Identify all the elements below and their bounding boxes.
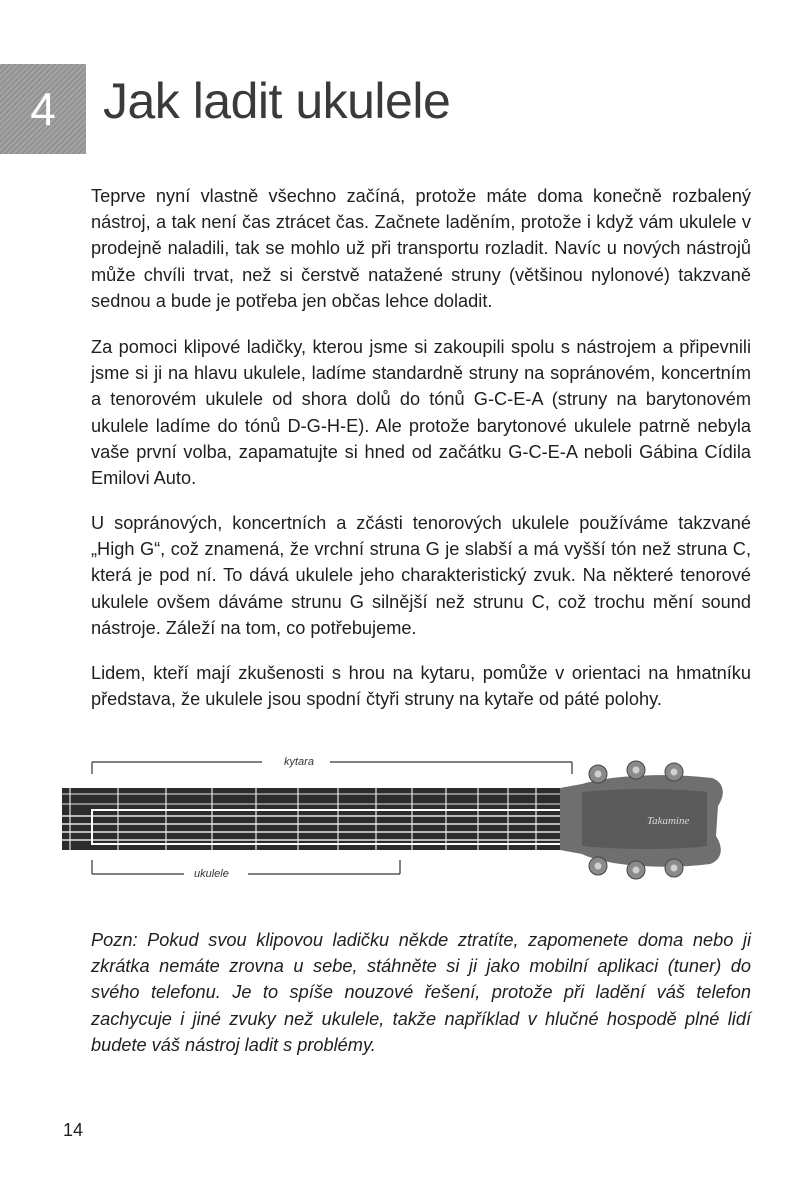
headstock [560,761,723,879]
brand-logo: Takamine [647,815,690,827]
tuning-peg [665,859,683,877]
guitar-bracket [92,762,572,774]
paragraph-intro: Teprve nyní vlastně všechno začíná, protože máte doma konečně rozbalený nástroj, a tak není čas ztrácet čas. Začnete laděním, protože i když vám ukulele v prodejně naladili, tak se mohlo už při transportu rozladit. Navíc u nových nástrojů může chvíli trvat, než si čerstvě natažené struny (většinou nylonové) takzvaně sednou a bude je potřeba jen občas lehce doladit. [91,186,751,311]
chapter-number: 4 [30,83,56,135]
page-number: 14 [63,1120,84,1140]
label-guitar: kytara [284,756,314,768]
tuning-peg [589,857,607,875]
tuning-peg [627,761,645,779]
fretboard-figure [62,748,742,898]
paragraph-tuning: Za pomoci klipové ladičky, kterou jsme si zakoupili spolu s nástrojem a připevnili jsme si ji na hlavu ukulele, ladíme standardně struny na sopránovém, koncertním a tenorovém ukulele od shora dolů do tónů G-C-E-A (struny na barytonovém ukulele ladíme do tónů D-G-H-E). Ale protože barytonové ukulele patrně nebyla vaše první volba, zapamatujte si hned od začátku G-C-E-A neboli Gábina Cídila Emilovi Auto. [91,337,751,489]
note-paragraph: Pozn: Pokud svou klipovou ladičku někde ztratíte, zapomenete doma nebo ji zkrátka nemáte zrovna u sebe, stáhněte si ji jako mobilní aplikaci (tuner) do svého telefonu. Je to spíše nouzové řešení, protože při ladění váš telefon zachycuje i jiné zvuky než ukulele, takže například v hlučné hospodě plné lidí budete váš nástroj ladit s problémy. [91,930,751,1055]
label-ukulele: ukulele [194,868,229,880]
fretboard-illustration [62,748,742,898]
chapter-number-box [0,64,86,154]
paragraph-guitar: Lidem, kteří mají zkušenosti s hrou na kytaru, pomůže v orientaci na hmatníku představa, že ukulele jsou spodní čtyři struny na kytaře od páté polohy. [91,663,751,710]
tuning-peg [589,765,607,783]
tuning-peg [627,861,645,879]
ukulele-bracket [92,860,400,874]
paragraph-high-g: U sopránových, koncertních a zčásti tenorových ukulele používáme takzvané „High G“, což znamená, že vrchní struna G je slabší a má vyšší tón než struna C, která je pod ní. To dává ukulele jeho charakteristický zvuk. Na některé tenorové ukulele ovšem dáváme strunu G silnější než strunu C, což trochu mění sound nástroje. Záleží na tom, co potřebujeme. [91,513,751,638]
tuning-peg [665,763,683,781]
chapter-title: Jak ladit ukulele [103,73,451,129]
fretboard [62,788,622,850]
